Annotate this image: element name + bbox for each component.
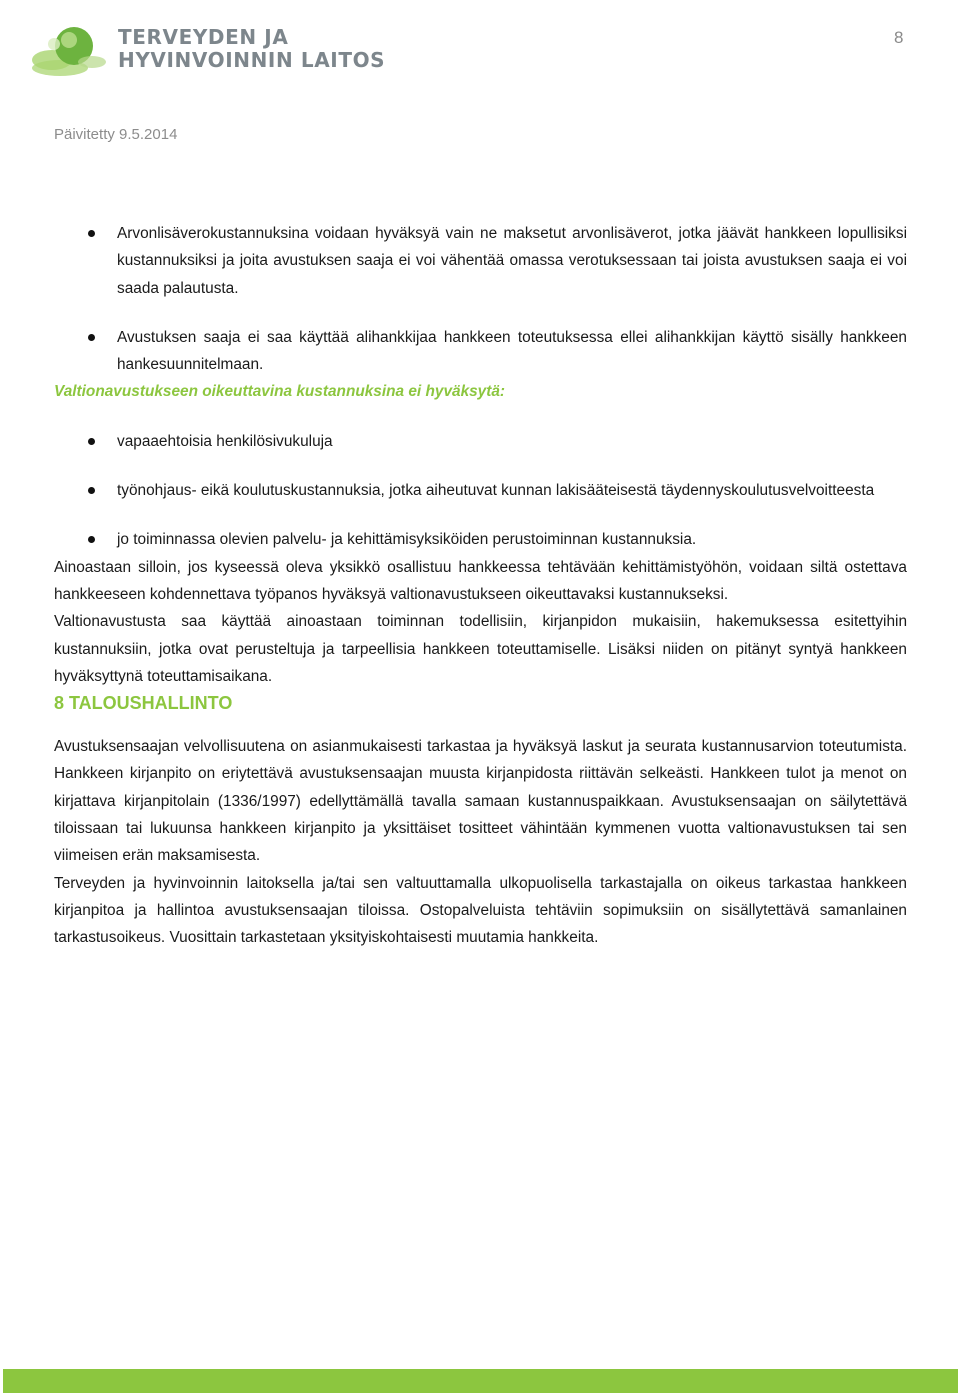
paragraph: Valtionavustusta saa käyttää ainoastaan toiminnan todellisiin, kirjanpidon mukaisiin, hakemuksessa esitettyihin kustannuksiin, jotka ovat perusteltuja ja tarpeellisia hankkeen toteuttamiselle. Lisäksi niiden on pitänyt syntyä hankkeen hyväksyttynä toteuttamisaikana. xyxy=(54,613,907,685)
vat-rules-list xyxy=(54,220,907,378)
section-title: 8 TALOUSHALLINTO xyxy=(54,693,233,714)
logo-line-1: TERVEYDEN JA xyxy=(118,25,289,49)
logo-wordmark xyxy=(118,26,385,72)
excluded-costs-heading: Valtionavustukseen oikeuttavina kustannuksina ei hyväksytä: xyxy=(54,383,506,401)
list-item: työnohjaus- eikä koulutuskustannuksia, jotka aiheutuvat kunnan lakisääteisestä täydennyskoulutusvelvoitteesta xyxy=(54,477,907,504)
footer-bar xyxy=(3,1369,958,1393)
thl-logo-mark-icon xyxy=(30,16,110,80)
list-item: Avustuksen saaja ei saa käyttää alihankkijaa hankkeen toteutuksessa ellei alihankkijan käyttö sisälly hankkeen hankesuunnitelmaan. xyxy=(54,324,907,379)
paragraph: Avustuksensaajan velvollisuutena on asianmukaisesti tarkastaa ja hyväksyä laskut ja seurata kustannusarvion toteutumista. Hankkeen kirjanpito on eriytettävä avustuksensaajan muusta kirjanpidosta riittävän selkeästi. Hankkeen tulot ja menot on kirjattava kirjanpitolain (1336/1997) edellyttämällä tavalla samaan kustannuspaikkaan. Avustuksensaajan on säilytettävä tiloissaan tai lukuunsa hankkeen kirjanpito ja yksittäiset tositteet vähintään kymmenen vuotta valtionavustuksen tai sen viimeisen erän maksamisesta. xyxy=(54,738,907,865)
thl-logo xyxy=(30,16,390,80)
paragraph: Terveyden ja hyvinvoinnin laitoksella ja/tai sen valtuuttamalla ulkopuolisella tarkastajalla on oikeus tarkastaa hankkeen kirjanpitoa ja hallintoa avustuksensaajan tiloissa. Ostopalveluista tehtäviin sopimuksiin on sisällytettävä samanlainen tarkastusoikeus. Vuosittain tarkastetaan yksityiskohtaisesti muutamia hankkeita. xyxy=(54,874,907,947)
document-body xyxy=(54,220,907,952)
page-number: 8 xyxy=(894,28,904,47)
list-item: Arvonlisäverokustannuksina voidaan hyväksyä vain ne maksetut arvonlisäverot, jotka jäävät hankkeen lopullisiksi kustannuksiksi ja joita avustuksen saaja ei voi vähentää omassa verotuksessaan tai joista avustuksen saaja ei voi saada palautusta. xyxy=(54,220,907,302)
updated-date: Päivitetty 9.5.2014 xyxy=(54,126,178,143)
list-item: jo toiminnassa olevien palvelu- ja kehittämisyksiköiden perustoiminnan kustannuksia. xyxy=(54,526,907,553)
logo-line-2: HYVINVOINNIN LAITOS xyxy=(118,48,386,72)
list-item: vapaaehtoisia henkilösivukuluja xyxy=(54,428,907,455)
paragraph: Ainoastaan silloin, jos kyseessä oleva yksikkö osallistuu hankkeessa tehtävään kehittämistyöhön, voidaan siltä ostettava hankkeeseen kohdennettava työpanos hyväksyä valtionavustukseen oikeuttavaksi kustannukseksi. xyxy=(54,558,907,603)
excluded-costs-list xyxy=(54,428,907,554)
